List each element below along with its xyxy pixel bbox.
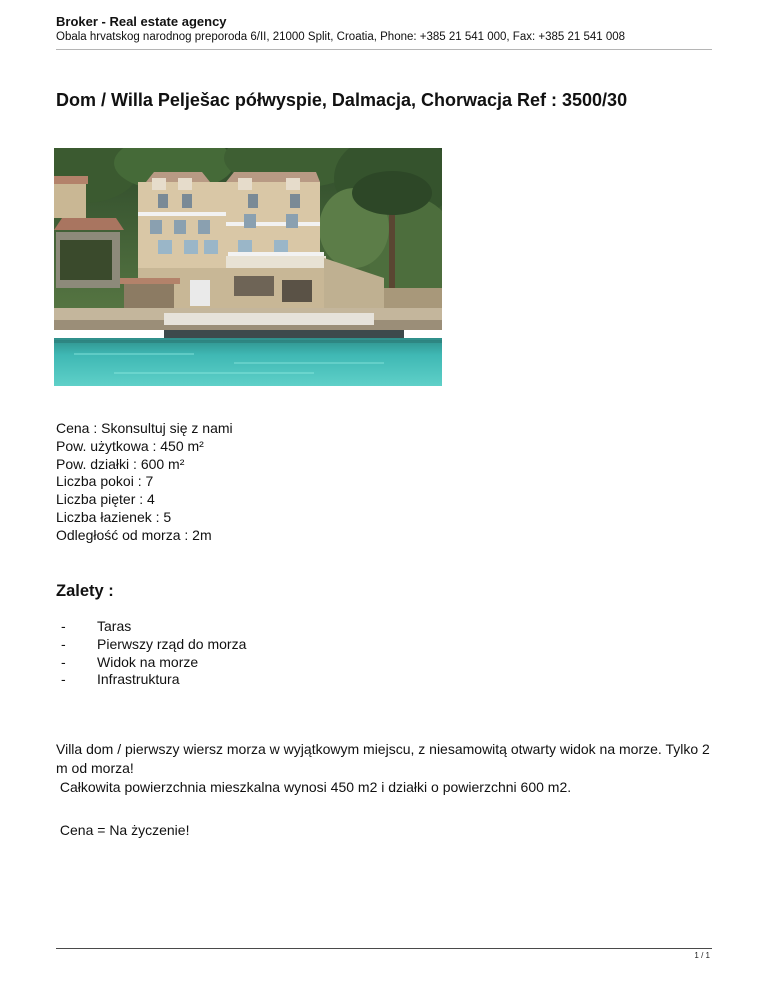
spec-price: Cena : Skonsultuj się z nami bbox=[56, 420, 233, 436]
advantage-label: Widok na morze bbox=[97, 653, 199, 670]
advantages-heading: Zalety : bbox=[56, 582, 114, 600]
spec-sea-distance: Odległość od morza : 2m bbox=[56, 526, 212, 543]
list-item bbox=[56, 636, 246, 654]
list-item bbox=[56, 654, 246, 672]
header-divider bbox=[56, 49, 712, 50]
spec-bathrooms: Liczba łazienek : 5 bbox=[56, 508, 172, 525]
page-number: 1 / 1 bbox=[694, 951, 710, 960]
company-name: Broker - Real estate agency bbox=[56, 14, 227, 29]
property-photo bbox=[54, 148, 442, 386]
bullet-dash: - bbox=[61, 671, 66, 688]
advantage-label: Pierwszy rząd do morza bbox=[97, 635, 247, 652]
description-paragraph-1: Villa dom / pierwszy wiersz morza w wyjątkowym miejscu, z niesamowitą otwarty widok na morze. Tylko 2 m od morza! bbox=[56, 741, 710, 776]
advantage-label: Taras bbox=[97, 618, 132, 634]
spec-rooms: Liczba pokoi : 7 bbox=[56, 473, 154, 490]
advantages-list bbox=[56, 618, 246, 689]
footer-divider bbox=[56, 948, 712, 949]
spec-plot-area: Pow. działki : 600 m² bbox=[56, 455, 185, 472]
bullet-dash: - bbox=[61, 635, 66, 652]
spec-living-area: Pow. użytkowa : 450 m² bbox=[56, 437, 204, 454]
list-item bbox=[56, 671, 246, 689]
property-description bbox=[56, 740, 716, 797]
price-note: Cena = Na życzenie! bbox=[56, 822, 190, 838]
property-specs bbox=[56, 420, 233, 545]
listing-title: Dom / Willa Pelješac półwyspie, Dalmacja, Chorwacja Ref : 3500/30 bbox=[56, 90, 628, 110]
bullet-dash: - bbox=[61, 618, 66, 634]
company-address: Obala hrvatskog narodnog preporoda 6/II, 21000 Split, Croatia, Phone: +385 21 541 000, Fax: +385 21 541 008 bbox=[56, 31, 626, 43]
list-item bbox=[56, 618, 246, 636]
advantage-label: Infrastruktura bbox=[97, 671, 180, 688]
page-header bbox=[56, 14, 712, 45]
spec-floors: Liczba pięter : 4 bbox=[56, 491, 155, 508]
bullet-dash: - bbox=[61, 653, 66, 670]
description-paragraph-2: Całkowita powierzchnia mieszkalna wynosi 450 m2 i działki o powierzchni 600 m2. bbox=[56, 779, 572, 795]
